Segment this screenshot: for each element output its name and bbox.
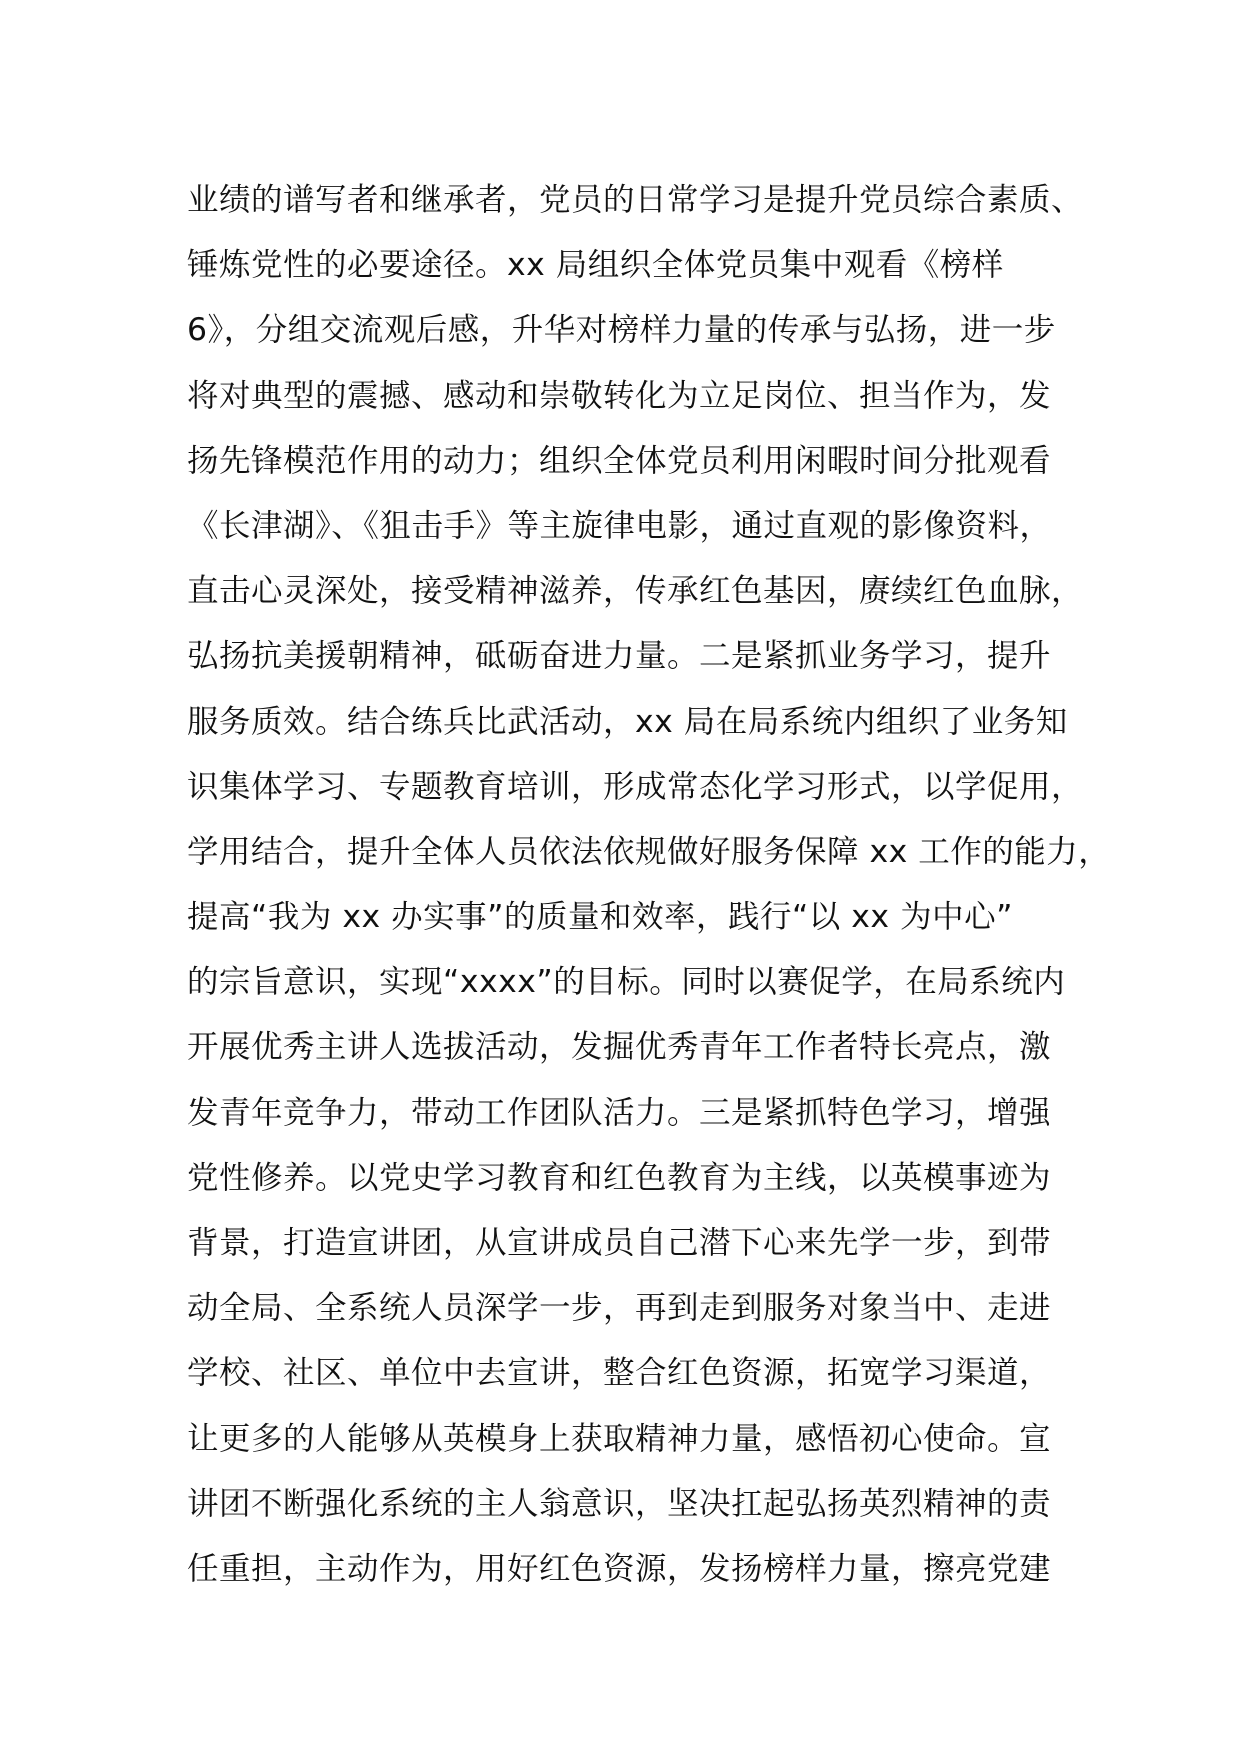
text-line: 发青年竞争力，带动工作团队活力。三是紧抓特色学习，增强 xyxy=(187,1094,1052,1131)
text-line: 《长津湖》、《狙击手》等主旋律电影，通过直观的影像资料， xyxy=(187,507,1052,544)
text-line: 开展优秀主讲人选拔活动，发掘优秀青年工作者特长亮点，激 xyxy=(187,1029,1052,1066)
body-paragraph xyxy=(187,168,1111,1602)
text-line: 学校、社区、单位中去宣讲，整合红色资源，拓宽学习渠道， xyxy=(187,1355,1052,1392)
text-line: 直击心灵深处，接受精神滋养，传承红色基因，赓续红色血脉， xyxy=(187,573,1084,610)
text-line: 任重担，主动作为，用好红色资源，发扬榜样力量，擦亮党建 xyxy=(187,1550,1052,1587)
text-line: 扬先锋模范作用的动力；组织全体党员利用闲暇时间分批观看 xyxy=(187,442,1052,479)
text-line: 让更多的人能够从英模身上获取精神力量，感悟初心使命。宣 xyxy=(187,1420,1052,1457)
text-line: 服务质效。结合练兵比武活动，xx 局在局系统内组织了业务知 xyxy=(187,703,1068,740)
text-line: 学用结合，提升全体人员依法依规做好服务保障 xx 工作的能力， xyxy=(187,833,1111,870)
text-line: 提高“我为 xx 办实事”的质量和效率，践行“以 xx 为中心” xyxy=(187,899,1013,936)
text-line: 的宗旨意识，实现“xxxx”的目标。同时以赛促学，在局系统内 xyxy=(187,964,1066,1001)
text-line: 背景，打造宣讲团，从宣讲成员自己潜下心来先学一步，到带 xyxy=(187,1225,1052,1261)
text-line: 6》，分组交流观后感，升华对榜样力量的传承与弘扬，进一步 xyxy=(187,312,1056,349)
text-line: 识集体学习、专题教育培训，形成常态化学习形式，以学促用， xyxy=(187,768,1084,805)
text-line: 弘扬抗美援朝精神，砥砺奋进力量。二是紧抓业务学习，提升 xyxy=(187,638,1052,675)
text-line: 动全局、全系统人员深学一步，再到走到服务对象当中、走进 xyxy=(187,1290,1052,1327)
text-line: 将对典型的震撼、感动和崇敬转化为立足岗位、担当作为，发 xyxy=(187,377,1052,414)
text-line: 党性修养。以党史学习教育和红色教育为主线，以英模事迹为 xyxy=(187,1159,1052,1196)
text-line: 锤炼党性的必要途径。xx 局组织全体党员集中观看《榜样 xyxy=(187,247,1004,284)
text-line: 讲团不断强化系统的主人翁意识，坚决扛起弘扬英烈精神的责 xyxy=(187,1485,1052,1522)
text-line: 业绩的谱写者和继承者，党员的日常学习是提升党员综合素质、 xyxy=(187,182,1084,218)
